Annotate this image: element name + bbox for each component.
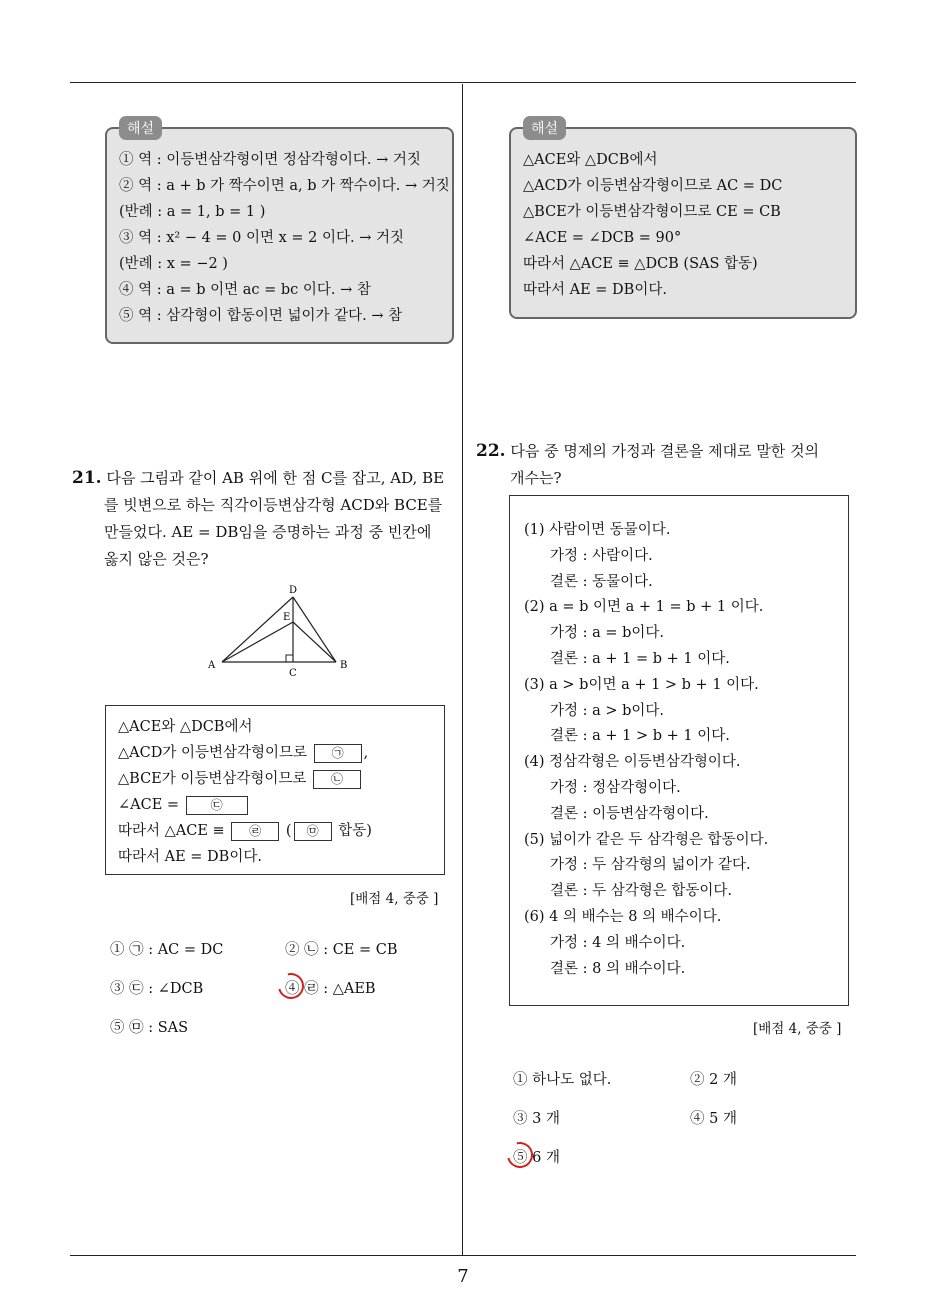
proof-line bbox=[118, 766, 372, 792]
solution-line: 따라서 AE = DB이다. bbox=[523, 282, 667, 298]
page-number: 7 bbox=[457, 1266, 469, 1287]
label-b: B bbox=[340, 660, 348, 671]
q21-choice-2[interactable]: ② ㉡ : CE = CB bbox=[285, 942, 398, 958]
statement-conclusion: 결론 : 두 삼각형은 합동이다. bbox=[550, 883, 733, 900]
q21-choice-4[interactable]: ④ ㉣ : △AEB bbox=[285, 981, 376, 997]
solution-line: ⑤ 역 : 삼각형이 합동이면 넓이가 같다. → 참 bbox=[119, 308, 403, 324]
q22-score: [배점 4, 중중 ] bbox=[753, 1021, 842, 1037]
right-solution-box bbox=[509, 121, 857, 319]
proof-line bbox=[118, 818, 372, 844]
solution-line: (반례 : x = −2 ) bbox=[119, 256, 228, 272]
statement-head: (4) 정삼각형은 이등변삼각형이다. bbox=[524, 754, 741, 771]
proof-lines bbox=[118, 714, 372, 870]
label-e: E bbox=[283, 612, 291, 623]
q21-line: 옳지 않은 것은? bbox=[104, 550, 209, 568]
blank-4: ㉣ bbox=[231, 822, 279, 841]
q21-line: 만들었다. AE = DB임을 증명하는 과정 중 빈칸에 bbox=[104, 523, 432, 541]
proof-text: ( bbox=[285, 823, 292, 839]
solution-line: (반례 : a = 1, b = 1 ) bbox=[119, 204, 266, 220]
q21-triangle-figure bbox=[200, 580, 360, 680]
q22-number: 22. bbox=[476, 441, 506, 461]
statement-list bbox=[524, 518, 768, 982]
solution-tag: 해설 bbox=[119, 116, 162, 140]
statement-conclusion: 결론 : 동물이다. bbox=[550, 573, 653, 590]
q21-line: 다음 그림과 같이 AB 위에 한 점 C를 잡고, AD, BE bbox=[106, 469, 445, 487]
q21-score: [배점 4, 중중 ] bbox=[350, 891, 439, 907]
statement-head: (1) 사람이면 동물이다. bbox=[524, 522, 671, 538]
statement-head: (3) a > b이면 a + 1 > b + 1 이다. bbox=[524, 676, 759, 693]
statement-conclusion: 결론 : 8 의 배수이다. bbox=[550, 960, 686, 977]
q21-choice-3[interactable]: ③ ㉢ : ∠DCB bbox=[110, 981, 204, 997]
column-divider bbox=[462, 84, 463, 1256]
statement-hypothesis: 가정 : a > b이다. bbox=[550, 702, 665, 719]
q21-text bbox=[72, 465, 457, 573]
statement-hypothesis: 가정 : 두 삼각형의 넓이가 같다. bbox=[550, 857, 751, 874]
label-d: D bbox=[289, 585, 298, 596]
proof-text: 따라서 △ACE ≡ bbox=[118, 823, 225, 839]
q22-choice-5[interactable]: ⑤ 6 개 bbox=[513, 1150, 560, 1166]
statement-hypothesis: 가정 : 정삼각형이다. bbox=[550, 779, 681, 796]
statement-conclusion: 결론 : a + 1 = b + 1 이다. bbox=[550, 650, 730, 667]
q21-choice-1[interactable]: ① ㉠ : AC = DC bbox=[110, 942, 224, 958]
q22-choice-1[interactable]: ① 하나도 없다. bbox=[513, 1072, 612, 1088]
solution-line: ① 역 : 이등변삼각형이면 정삼각형이다. → 거짓 bbox=[119, 152, 421, 168]
proof-text: 합동) bbox=[338, 823, 372, 839]
solution-tag: 해설 bbox=[523, 116, 566, 140]
q22-choice-2[interactable]: ② 2 개 bbox=[690, 1072, 737, 1088]
q22-choice-3[interactable]: ③ 3 개 bbox=[513, 1111, 560, 1127]
solution-line: ∠ACE = ∠DCB = 90° bbox=[523, 230, 682, 246]
q21-number: 21. bbox=[72, 468, 102, 488]
statement-hypothesis: 가정 : 사람이다. bbox=[550, 547, 653, 564]
label-c: C bbox=[289, 668, 297, 679]
blank-3: ㉢ bbox=[186, 796, 248, 815]
solution-line: △ACE와 △DCB에서 bbox=[523, 152, 658, 168]
statement-hypothesis: 가정 : a = b이다. bbox=[550, 625, 665, 642]
statement-conclusion: 결론 : 이등변삼각형이다. bbox=[550, 805, 709, 822]
left-solution-box bbox=[105, 121, 454, 344]
q21-choice-5[interactable]: ⑤ ㉤ : SAS bbox=[110, 1020, 189, 1036]
solution-lines bbox=[523, 147, 782, 303]
label-a: A bbox=[208, 660, 216, 671]
q22-line: 다음 중 명제의 가정과 결론을 제대로 말한 것의 bbox=[510, 442, 820, 460]
proof-line: △ACE와 △DCB에서 bbox=[118, 719, 253, 735]
solution-line: ③ 역 : x² − 4 = 0 이면 x = 2 이다. → 거짓 bbox=[119, 230, 405, 246]
proof-text: △ACD가 이등변삼각형이므로 bbox=[118, 745, 308, 761]
proof-text: , bbox=[363, 745, 369, 761]
q22-line: 개수는? bbox=[510, 469, 562, 487]
solution-line: ② 역 : a + b 가 짝수이면 a, b 가 짝수이다. → 거짓 bbox=[119, 178, 450, 194]
blank-5: ㉤ bbox=[294, 822, 332, 841]
answer-mark-q21 bbox=[273, 968, 309, 1004]
solution-line: △BCE가 이등변삼각형이므로 CE = CB bbox=[523, 204, 781, 220]
solution-line: △ACD가 이등변삼각형이므로 AC = DC bbox=[523, 178, 783, 194]
q22-text bbox=[476, 438, 856, 492]
q22-statements-box bbox=[509, 495, 849, 1006]
q22-choice-4[interactable]: ④ 5 개 bbox=[690, 1111, 737, 1127]
proof-line bbox=[118, 740, 372, 766]
statement-conclusion: 결론 : a + 1 > b + 1 이다. bbox=[550, 728, 730, 745]
solution-line: 따라서 △ACE ≡ △DCB (SAS 합동) bbox=[523, 256, 758, 272]
solution-lines bbox=[119, 147, 450, 329]
q21-line: 를 빗변으로 하는 직각이등변삼각형 ACD와 BCE를 bbox=[104, 496, 443, 514]
statement-hypothesis: 가정 : 4 의 배수이다. bbox=[550, 934, 686, 951]
blank-2: ㉡ bbox=[313, 770, 361, 789]
q21-proof-box bbox=[105, 705, 445, 875]
bottom-rule bbox=[70, 1255, 856, 1256]
proof-text: △BCE가 이등변삼각형이므로 bbox=[118, 771, 307, 787]
proof-text: ∠ACE = bbox=[118, 797, 180, 813]
answer-mark-q22 bbox=[502, 1137, 538, 1173]
proof-line: 따라서 AE = DB이다. bbox=[118, 849, 262, 865]
statement-head: (6) 4 의 배수는 8 의 배수이다. bbox=[524, 908, 722, 925]
top-rule bbox=[70, 82, 856, 83]
statement-head: (5) 넓이가 같은 두 삼각형은 합동이다. bbox=[524, 831, 769, 848]
statement-head: (2) a = b 이면 a + 1 = b + 1 이다. bbox=[524, 599, 764, 616]
blank-1: ㉠ bbox=[314, 744, 362, 763]
proof-line bbox=[118, 792, 372, 818]
solution-line: ④ 역 : a = b 이면 ac = bc 이다. → 참 bbox=[119, 282, 371, 298]
